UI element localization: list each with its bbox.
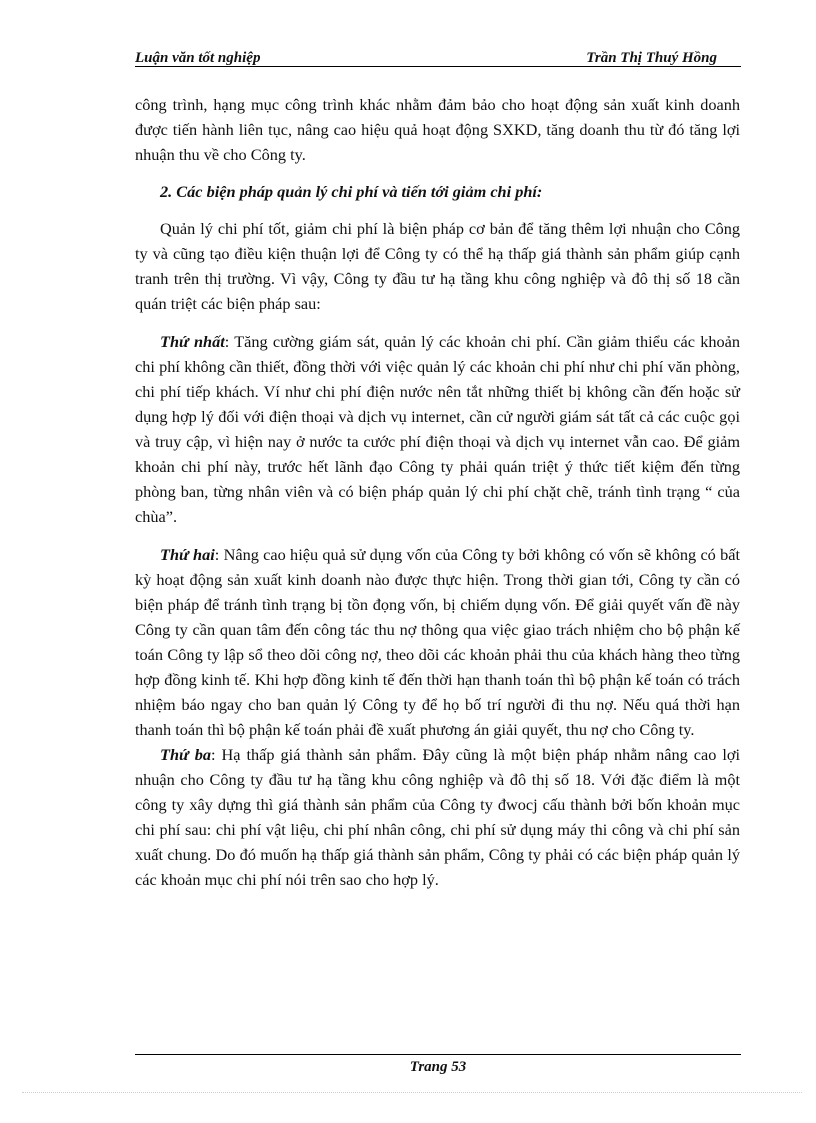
first-measure-text: : Tăng cường giám sát, quản lý các khoản chi phí. Cần giảm thiểu các khoản chi phí không cần thiết, đồng thời với việc quản lý các khoản chi phí như chi phí văn phòng, chi phí tiếp khách. Ví như chi phí điện nước nên tắt những thiết bị không cần đến hoặc sử dụng hợp lý đối với điện thoại và dịch vụ internet, cần cử người giám sát tất cả các cuộc gọi và truy cập, vì hiện nay ở nước ta cước phí điện thoại và dịch vụ internet vẫn cao. Để giảm khoản chi phí này, trước hết lãnh đạo Công ty phải quán triệt ý thức tiết kiệm đến từng phòng ban, từng nhân viên và có biện pháp quản lý chi phí chặt chẽ, tránh tình trạng “ của chùa”. (135, 332, 740, 526)
header-rule (135, 66, 741, 67)
page-number: Trang 53 (409, 1059, 467, 1075)
intro-paragraph: công trình, hạng mục công trình khác nhằm đảm bảo cho hoạt động sản xuất kinh doanh được tiến hành liên tục, nâng cao hiệu quả hoạt động SXKD, tăng doanh thu từ đó tăng lợi nhuận thu về cho Công ty. (135, 95, 740, 164)
page-edge (22, 1092, 802, 1093)
second-measure-lead: Thứ hai (160, 545, 215, 564)
header-thesis-label: Luận văn tốt nghiệp (135, 50, 261, 66)
third-measure-text: : Hạ thấp giá thành sản phẩm. Đây cũng là một biện pháp nhằm nâng cao lợi nhuận cho Công ty đầu tư hạ tầng khu công nghiệp và đô thị số 18. Với đặc điểm là một công ty xây dựng thì giá thành sản phẩm của Công ty đwocj cấu thành bởi bốn khoản mục chi phí sau: chi phí vật liệu, chi phí nhân công, chi phí sử dụng máy thi công và chi phí sản xuất chung. Do đó muốn hạ thấp giá thành sản phẩm, Công ty phải có các biện pháp quản lý các khoản mục chi phí nói trên sao cho hợp lý. (135, 745, 740, 889)
paragraph-second-measure (135, 542, 740, 742)
second-measure-text: : Nâng cao hiệu quả sử dụng vốn của Công ty bởi không có vốn sẽ không có bất kỳ hoạt động sản xuất kinh doanh nào được thực hiện. Trong thời gian tới, Công ty cần có biện pháp để tránh tình trạng bị tồn đọng vốn, bị chiếm dụng vốn. Để giải quyết vấn đề này Công ty cần quan tâm đến công tác thu nợ thông qua việc giao trách nhiệm cho bộ phận kế toán Công ty lập sổ theo dõi công nợ, theo dõi các khoản phải thu của khách hàng theo từng hợp đồng kinh tế. Khi hợp đồng kinh tế đến thời hạn thanh toán thì bộ phận kế toán có trách nhiệm báo ngay cho ban quản lý Công ty để họ bố trí người đi thu nợ. Nếu quá thời hạn thanh toán thì bộ phận kế toán phải đề xuất phương án giải quyết, thu nợ cho Công ty. (135, 545, 740, 739)
header-author-name: Trần Thị Thuý Hồng (586, 50, 717, 66)
paragraph-cost-management: Quản lý chi phí tốt, giảm chi phí là biện pháp cơ bản để tăng thêm lợi nhuận cho Công ty và cũng tạo điều kiện thuận lợi để Công ty có thể hạ thấp giá thành sản phẩm giúp cạnh tranh trên thị trường. Vì vậy, Công ty đầu tư hạ tầng khu công nghiệp và đô thị số 18 cần quán triệt các biện pháp sau: (135, 219, 740, 313)
first-measure-lead: Thứ nhất (160, 332, 225, 351)
paragraph-first-measure (135, 329, 740, 529)
paragraph-third-measure (135, 742, 740, 892)
third-measure-lead: Thứ ba (160, 745, 212, 764)
document-body (135, 92, 740, 892)
section-heading: 2. Các biện pháp quản lý chi phí và tiến tới giảm chi phí: (160, 182, 543, 201)
footer-rule (135, 1054, 741, 1055)
